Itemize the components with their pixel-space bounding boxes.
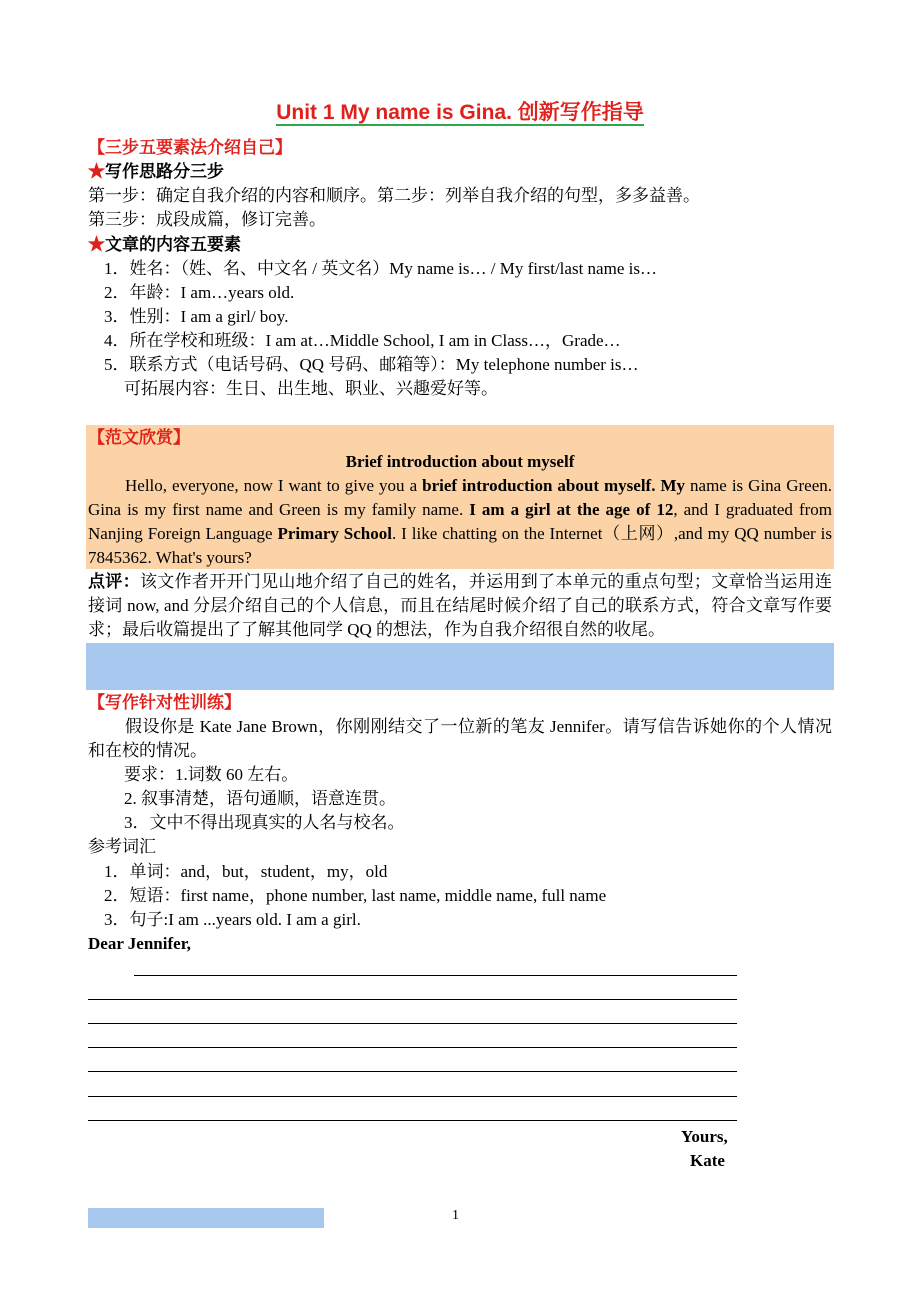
list-item: 2．年龄：I am…years old. xyxy=(104,283,295,302)
writing-line[interactable] xyxy=(88,1096,737,1097)
section1-sub2 xyxy=(88,233,241,257)
sub2-text: 文章的内容五要素 xyxy=(105,235,241,254)
salutation: Dear Jennifer, xyxy=(88,934,191,953)
comment-label: 点评： xyxy=(88,572,140,591)
writing-line[interactable] xyxy=(88,999,737,1000)
vocab-heading: 参考词汇 xyxy=(88,837,156,856)
list-item: 1．姓名：（姓、名、中文名 / 英文名）My name is… / My first/last name is… xyxy=(104,259,657,278)
extra-content: 可拓展内容：生日、出生地、职业、兴趣爱好等。 xyxy=(124,379,498,398)
comment xyxy=(88,570,832,642)
writing-line[interactable] xyxy=(88,1023,737,1024)
task-text: 假设你是 Kate Jane Brown，你刚刚结交了一位新的笔友 Jennifer。请写信告诉她你的个人情况和在校的情况。 xyxy=(88,717,832,760)
list-item: 5．联系方式（电话号码、QQ 号码、邮箱等）：My telephone number is… xyxy=(104,355,639,374)
step12-text: 第一步：确定自我介绍的内容和顺序。第二步：列举自我介绍的句型，多多益善。 xyxy=(88,186,700,205)
writing-line[interactable] xyxy=(134,975,737,976)
comment-text: 该文作者开开门见山地介绍了自己的姓名，并运用到了本单元的重点句型；文章恰当运用连接词 now, and 分层介绍自己的个人信息，而且在结尾时候介绍了自己的联系方式，符合文章写作要求；最后收篇提出了了解其他同学 QQ 的想法，作为自我介绍很自然的收尾。 xyxy=(88,572,833,639)
page-title xyxy=(0,96,920,126)
vocab-item: 1．单词：and，but，student，my，old xyxy=(104,862,388,881)
step3-text: 第三步：成段成篇，修订完善。 xyxy=(88,210,326,229)
essay-part: , and I graduated from Nanjing Foreign Language xyxy=(88,500,832,543)
vocab-item: 3．句子:I am ...years old. I am a girl. xyxy=(104,910,361,929)
essay-bold: brief introduction about myself. My xyxy=(422,476,686,495)
writing-line[interactable] xyxy=(88,1071,737,1072)
essay-part: Hello, everyone, now I want to give you a xyxy=(125,476,423,495)
closing: Yours, xyxy=(681,1127,728,1146)
vocab-item: 2．短语：first name，phone number, last name, middle name, full name xyxy=(104,886,607,905)
essay-bold: I am a girl at the age of 12 xyxy=(469,500,674,519)
essay-part: . I like chatting on the Internet（上网）,and my QQ number is 7845362. What's yours? xyxy=(88,524,832,567)
title-suffix: 创新写作指导 xyxy=(517,101,644,124)
section1-heading: 【三步五要素法介绍自己】 xyxy=(88,138,292,157)
section3-heading: 【写作针对性训练】 xyxy=(88,693,241,712)
essay-part: name is Gina Green. Gina is my first name and Green is my family name. xyxy=(88,476,833,519)
section2-heading: 【范文欣赏】 xyxy=(88,428,190,447)
footer-highlight xyxy=(88,1208,324,1228)
list-item: 3．性别：I am a girl/ boy. xyxy=(104,307,289,326)
requirement-2: 2. 叙事清楚，语句通顺，语意连贯。 xyxy=(124,789,396,808)
requirement-1: 要求：1.词数 60 左右。 xyxy=(124,765,299,784)
section1-sub1 xyxy=(88,160,224,184)
title-prefix: Unit 1 My name is Gina. xyxy=(276,101,512,124)
essay-body xyxy=(88,474,832,570)
star-icon: ★ xyxy=(88,235,105,254)
writing-line[interactable] xyxy=(88,1120,737,1121)
essay-title: Brief introduction about myself xyxy=(345,452,575,471)
list-item: 4．所在学校和班级：I am at…Middle School, I am in Class…，Grade… xyxy=(104,331,621,350)
sub1-text: 写作思路分三步 xyxy=(105,162,224,181)
signature: Kate xyxy=(690,1151,725,1170)
writing-line[interactable] xyxy=(88,1047,737,1048)
blue-highlight-bar xyxy=(86,643,834,690)
star-icon: ★ xyxy=(88,162,105,181)
requirement-3: 3．文中不得出现真实的人名与校名。 xyxy=(124,813,405,832)
page-number: 1 xyxy=(452,1208,459,1223)
essay-bold: Primary School xyxy=(277,524,392,543)
